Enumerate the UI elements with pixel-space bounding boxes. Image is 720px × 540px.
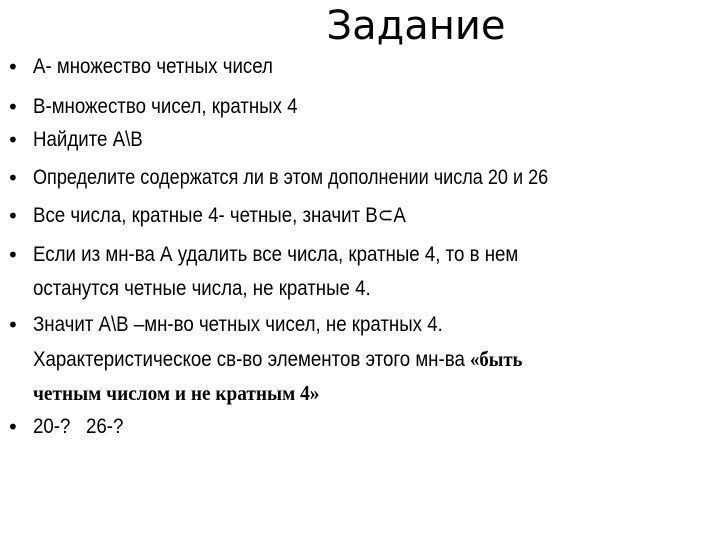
bullet-text: останутся четные числа, не кратные 4. xyxy=(33,277,371,300)
bullet-dot-icon: • xyxy=(7,55,19,79)
bullet-text: В-множество чисел, кратных 4 xyxy=(33,95,298,118)
bullet-dot-icon: • xyxy=(7,313,19,337)
bullet-dot-icon: • xyxy=(7,243,19,267)
bullet-text: 20-? 26-? xyxy=(33,415,124,438)
bullet-dot-icon: • xyxy=(7,95,19,119)
bullet-text: Характеристическое св-во элементов этого мн-ва xyxy=(33,348,471,371)
bullet-text: Если из мн-ва А удалить все числа, кратные 4, то в нем xyxy=(33,243,519,266)
bullet-text: Значит А\В –мн-во четных чисел, не кратных 4. xyxy=(33,313,443,336)
bullet-text: Определите содержатся ли в этом дополнении числа 20 и 26 xyxy=(33,166,549,189)
bullet-dot-icon: • xyxy=(7,204,19,228)
bullet-bold-text: четным числом и не кратным 4» xyxy=(33,381,320,405)
slide-title: Задание xyxy=(326,3,506,49)
bullet-text: Найдите А\В xyxy=(33,128,143,151)
bullet-text: А- множество четных чисел xyxy=(33,55,273,78)
bullet-text: Все числа, кратные 4- четные, значит В⊂А xyxy=(33,204,406,227)
bullet-dot-icon: • xyxy=(7,415,19,439)
bullet-bold-text: «быть xyxy=(470,347,523,371)
bullet-dot-icon: • xyxy=(7,128,19,152)
bullet-dot-icon: • xyxy=(7,166,19,190)
